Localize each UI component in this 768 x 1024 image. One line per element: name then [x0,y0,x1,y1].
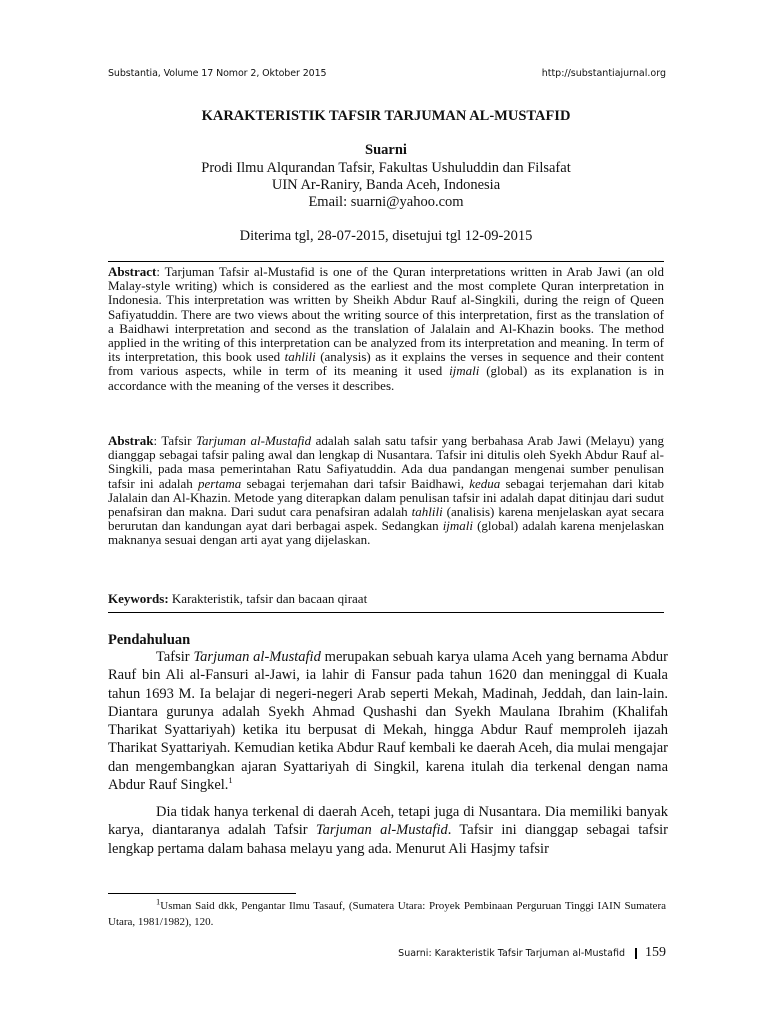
para2-text-1: Dia tidak hanya terkenal di daerah Aceh, tetapi juga di Nusantara. Dia memiliki banyak karya, diantaranya adalah Tafsir [108,804,668,839]
keywords-label: Keywords: [108,591,169,606]
author-name: Suarni [365,142,407,158]
abstract-text-1: : Tarjuman Tafsir al-Mustafid is one of the Quran interpretations written in Arab Jawi (an old Malay-style writing) which is considered as the earliest and the most complete Quran interpretation in Indonesia. This interpretation was written by Sheikh Abdur Rauf al-Singkili, during the reign of Queen Safiyatuddin. There are two views about the writing source of this interpretation, first as the translation of a Baidhawi interpretation and second as the translation of Jalalain and Al-Khazin books. The method applied in the writing of this interpretation can be analyzed from its interpretation and meaning. In term of its interpretation, this book used [108,264,664,365]
footnote-reference[interactable]: 1 [228,775,233,786]
body-paragraph-1 [108,648,668,794]
abstrak-text-6: (global) adalah karena menjelaskan maknanya sesuai dengan arti ayat yang dijelaskan. [108,518,664,548]
page-footer [398,945,666,961]
author-affiliation-1: Prodi Ilmu Alqurandan Tafsir, Fakultas Ushuluddin dan Filsafat [201,160,571,176]
article-title: KARAKTERISTIK TAFSIR TARJUMAN AL-MUSTAFID [201,108,571,124]
para1-text-1: Tafsir [156,649,194,665]
abstrak-text-5: (analisis) karena menjelaskan ayat secara berurutan dan kandungan ayat dari berbagai aspek. Sedangkan [108,504,664,534]
abstrak-italic-2: pertama [197,475,242,491]
para2-italic-1: Tarjuman al-Mustafid [315,822,448,839]
journal-url: http://substantiajurnal.org [541,68,666,79]
footnote-text: Usman Said dkk, Pengantar Ilmu Tasauf, (Sumatera Utara: Proyek Pembinaan Perguruan Tinggi IAIN Sumatera Utara, 1981/1982), 120. [108,900,666,928]
para2-text-2: . Tafsir ini dianggap sebagai tafsir lengkap pertama dalam bahasa melayu yang ada. Menurut Ali Hasjmy tafsir [108,822,669,857]
page-number: 159 [645,945,666,960]
abstrak-italic-1: Tarjuman al-Mustafid [195,433,312,448]
abstract-text-2: (analysis) as it explains the verses in sequence and their content from various aspects, while in term of its meaning it used [108,349,664,379]
abstrak-text-2: adalah salah satu tafsir yang berbahasa Arab Jawi (Melayu) yang dianggap sebagai tafsir paling awal dan lengkap di Nusantara. Tafsir ini ditulis oleh Syekh Abdur Rauf al-Singkili, pada masa pemerintahan Ratu Safiyatuddin. Ada dua pandangan mengenai sumber penulisan tafsir ini adalah [108,433,665,491]
keywords [108,592,664,606]
para1-text-2: merupakan sebuah karya ulama Aceh yang bernama Abdur Rauf bin Ali al-Fansuri al-Jawi, ia lahir di Fansur pada tahun 1620 dan meninggal di Kuala tahun 1693 M. Ia belajar di negeri-negeri Arab seperti Mekah, Madinah, Jeddah, dan lain-lain. Diantara gurunya adalah Syekh Ahmad Qushashi dan Syekh Maulana Ibrahim (Khalifah Tharikat Syattariyah) ketika itu berpusat di Mekah, hingga Abdur Rauf memproleh ijazah Tharikat Syattariyah. Kemudian ketika Abdur Rauf kembali ke daerah Aceh, dia mulai mengajar dan mengembangkan ajaran Syattariyah di Singkil, karena itulah dia terkenal dengan nama Abdur Rauf Singkel. [108,649,669,794]
footer-separator [635,948,637,959]
abstract-italic-2: ijmali [449,363,480,379]
abstrak-text-1: : Tafsir [153,433,196,448]
para1-italic-1: Tarjuman al-Mustafid [193,649,321,665]
footnote [108,898,666,930]
running-title: Suarni: Karakteristik Tafsir Tarjuman al-Mustafid [398,947,625,959]
author-email: Email: suarni@yahoo.com [308,194,464,210]
bottom-divider [108,612,664,613]
body-paragraph-2 [108,803,668,858]
abstrak-italic-3: kedua [469,475,501,491]
abstract-text-3: (global) as its explanation is in accordance with the meaning of the verses it describes. [108,363,664,393]
abstrak-italic-4: tahlili [411,504,443,520]
submission-dates: Diterima tgl, 28-07-2015, disetujui tgl 12-09-2015 [239,228,533,244]
footnote-divider [108,893,296,894]
section-heading: Pendahuluan [108,632,191,648]
abstract-label: Abstract [108,264,157,279]
abstract-indonesian [108,434,664,548]
journal-header: Substantia, Volume 17 Nomor 2, Oktober 2015 [108,68,327,79]
top-divider [108,261,664,262]
abstrak-label: Abstrak [108,433,154,448]
abstract-italic-1: tahlili [284,349,316,365]
abstract-english [108,265,664,393]
footnote-number: 1 [156,896,161,907]
abstrak-italic-5: ijmali [442,518,474,534]
keywords-text: Karakteristik, tafsir dan bacaan qiraat [168,591,368,606]
author-affiliation-2: UIN Ar-Raniry, Banda Aceh, Indonesia [271,177,501,193]
abstrak-text-3: sebagai terjemahan dari tafsir Baidhawi, [241,475,470,491]
abstrak-text-4: sebagai terjemahan dari kitab Jalalain dan Al-Khazin. Metode yang diterapkan dalam penulisan tafsir ini adalah dapat ditinjau dari sudut penafsiran dan makna. Dari sudut cara penafsiran adalah [108,475,664,520]
